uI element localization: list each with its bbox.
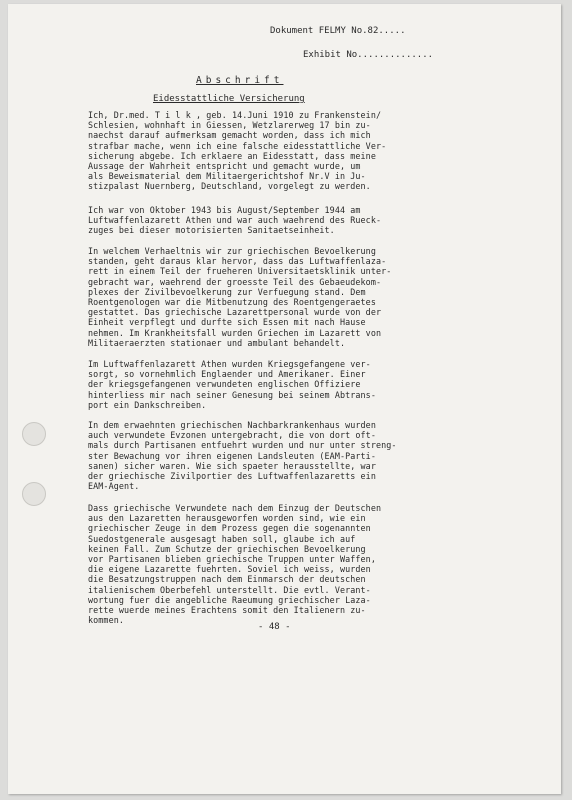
page-title: Abschrift [196, 75, 284, 86]
text-line: die eigene Lazarette fuehrten. Soviel ich weiss, wurden [88, 564, 371, 575]
body-paragraph [88, 420, 397, 491]
text-line: Ich, Dr.med. T i l k , geb. 14.Juni 1910 zu Frankenstein/ [88, 110, 382, 120]
document-fill: ..... [378, 26, 406, 36]
text-line: ster Bewachung vor ihren eigenen Landsleuten (EAM-Parti- [88, 450, 376, 461]
text-line: rett in einem Teil der frueheren Universitaetsklinik unter- [88, 266, 392, 277]
text-line: naechst darauf aufmerksam gemacht worden, dass ich mich [88, 130, 371, 141]
body-paragraph [88, 503, 381, 625]
text-line: vor Partisanen blieben griechische Truppen unter Waffen, [88, 554, 376, 565]
text-line: Ich war von Oktober 1943 bis August/September 1944 am [88, 205, 361, 215]
text-line: standen, geht daraus klar hervor, dass das Luftwaffenlaza- [88, 256, 387, 267]
document-number: 82 [367, 26, 379, 36]
text-line: Im Luftwaffenlazarett Athen wurden Kriegsgefangene ver- [88, 359, 371, 369]
text-line: auch verwundete Evzonen untergebracht, die von dort oft- [88, 430, 376, 441]
document-label: Dokument FELMY No. [270, 26, 368, 36]
text-line: der kriegsgefangenen verwundeten englischen Offiziere [88, 379, 361, 390]
text-line: keinen Fall. Zum Schutze der griechischen Bevoelkerung [88, 543, 366, 554]
text-line: strafbar mache, wenn ich eine falsche eidesstattliche Ver- [88, 140, 387, 151]
text-line: rette wuerde meines Erachtens somit den Italienern zu- [88, 605, 366, 616]
text-line: sanen) sicher waren. Wie sich spaeter herausstellte, war [88, 460, 376, 471]
page-number: - 48 - [258, 622, 291, 632]
text-line: Roentgenologen war die Mitbenutzung des Roentgengeraetes [88, 297, 376, 308]
text-line: hinterliess mir nach seiner Genesung bei seinem Abtrans- [88, 389, 376, 400]
punch-hole [22, 422, 46, 446]
punch-hole [22, 482, 46, 506]
text-line: als Beweismaterial dem Militaergerichtshof Nr.V in Ju- [88, 171, 366, 182]
text-line: mals durch Partisanen entfuehrt wurden und nur unter streng- [88, 440, 397, 451]
exhibit-number-line [303, 50, 433, 60]
text-line: sicherung abgebe. Ich erklaere an Eidesstatt, dass meine [88, 150, 376, 161]
document-number-line [270, 26, 405, 36]
body-paragraph [88, 205, 381, 236]
text-line: In dem erwaehnten griechischen Nachbarkrankenhaus wurden [88, 420, 376, 430]
text-line: wortung fuer die angebliche Raeumung griechischer Laza- [88, 594, 371, 605]
text-line: In welchem Verhaeltnis wir zur griechischen Bevoelkerung [88, 246, 376, 256]
body-paragraph [88, 359, 376, 410]
text-line: Schlesien, wohnhaft in Giessen, Wetzlarerweg 17 bin zu- [88, 120, 371, 131]
document-page [8, 4, 561, 794]
body-paragraph [88, 110, 386, 192]
text-line: Suedostgenerale ausgesagt haben soll, glaube ich auf [88, 533, 356, 544]
text-line: Dass griechische Verwundete nach dem Einzug der Deutschen [88, 503, 382, 513]
text-line: nehmen. Im Krankheitsfall wurden Griechen im Lazarett von [88, 327, 382, 338]
text-line: italienischem Oberbefehl unterstellt. Die evtl. Verant- [88, 584, 371, 595]
text-line: Luftwaffenlazarett Athen und war auch waehrend des Rueck- [88, 215, 382, 226]
text-line: sorgt, so vornehmlich Englaender und Amerikaner. Einer [88, 369, 366, 380]
text-line: griechischer Zeuge in dem Prozess gegen die sogenannten [88, 523, 371, 534]
text-line: kommen. [88, 615, 124, 626]
text-line: stizpalast Nuernberg, Deutschland, vorgelegt zu werden. [88, 181, 371, 192]
exhibit-fill: ............. [362, 50, 434, 60]
text-line: die Besatzungstruppen nach dem Einmarsch der deutschen [88, 574, 366, 585]
text-line: aus den Lazaretten herausgeworfen worden sind, wie ein [88, 513, 366, 524]
text-line: Aussage der Wahrheit entspricht und gemacht wurde, um [88, 161, 361, 172]
body-paragraph [88, 246, 391, 348]
page-subtitle: Eidesstattliche Versicherung [153, 94, 305, 104]
exhibit-label: Exhibit No. [303, 50, 363, 60]
text-line: gestattet. Das griechische Lazarettpersonal wurde von der [88, 307, 382, 318]
text-line: gebracht war, waehrend der groesste Teil des Gebaeudekom- [88, 276, 382, 287]
text-line: plexes der Zivilbevoelkerung zur Verfuegung stand. Dem [88, 286, 366, 297]
text-line: port ein Dankschreiben. [88, 399, 207, 410]
text-line: der griechische Zivilportier des Luftwaffenlazaretts ein [88, 471, 376, 482]
text-line: zuges bei dieser motorisierten Sanitaetseinheit. [88, 225, 335, 236]
text-line: EAM-Agent. [88, 481, 140, 492]
text-line: Militaeraerzten stationaer und ambulant behandelt. [88, 337, 346, 348]
text-line: Einheit verpflegt und durfte sich Essen mit nach Hause [88, 317, 366, 328]
